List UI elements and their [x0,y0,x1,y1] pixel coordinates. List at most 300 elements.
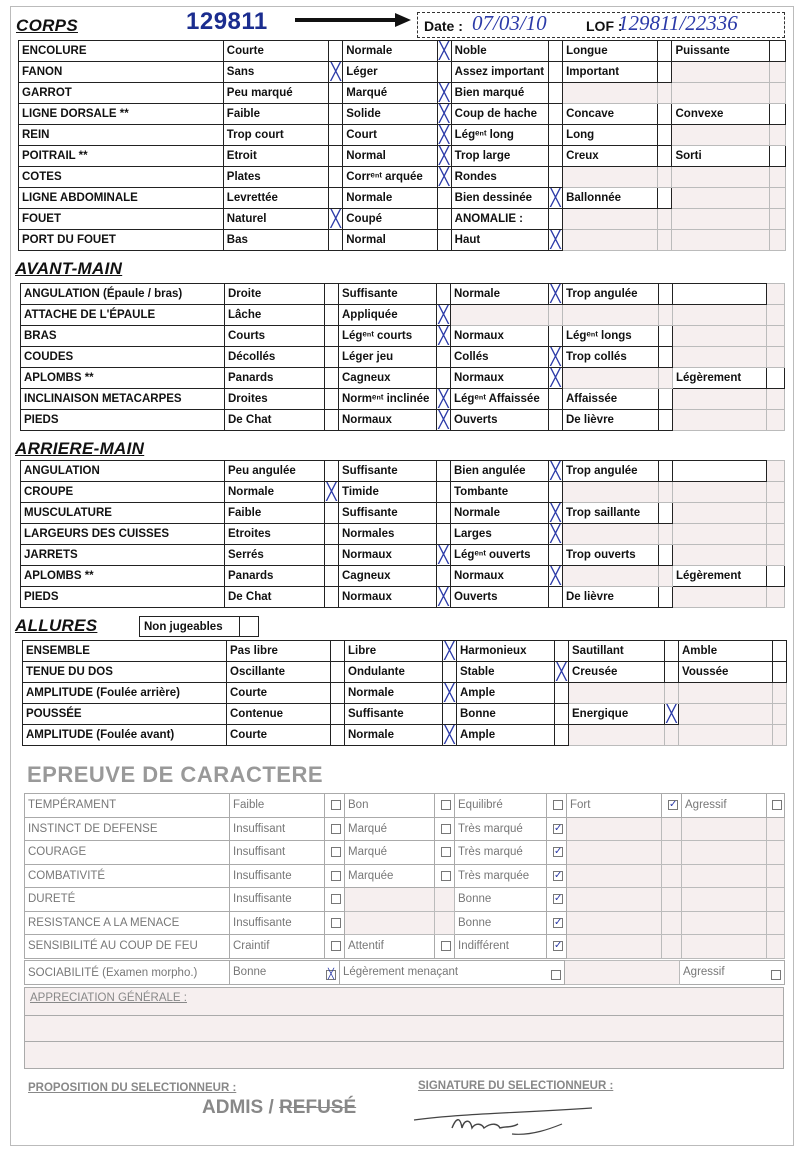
checkbox-arriere-main[interactable] [325,545,339,566]
arriere-main-option[interactable]: Trop ouverts [563,545,659,566]
allures-option[interactable]: Pas libre [227,641,331,662]
checkbox-avant-main[interactable] [767,284,785,305]
checkbox-arriere-main[interactable] [767,524,785,545]
checkbox-arriere-main[interactable] [659,524,673,545]
checkbox-caractere[interactable] [325,935,345,959]
checkbox-corps[interactable] [658,230,672,251]
allures-option[interactable]: Stable [457,662,555,683]
checkbox-arriere-main[interactable] [659,587,673,608]
non-jugeables-checkbox[interactable] [139,616,259,637]
caractere-option[interactable]: Fort [567,794,662,818]
checkbox-allures[interactable] [555,725,569,746]
checkbox-allures[interactable] [331,662,345,683]
checkbox-corps[interactable] [329,83,343,104]
checkbox-avant-main[interactable]: ╳ [438,326,449,346]
avant-main-option[interactable]: Légᵉⁿᵗ courts [339,326,437,347]
checkbox-corps[interactable]: ╳ [439,167,450,187]
corps-option[interactable]: Ballonnée [563,188,658,209]
corps-option[interactable]: Normal [343,230,437,251]
corps-option[interactable]: ANOMALIE : [451,209,548,230]
checkbox-corps[interactable] [658,41,672,62]
allures-option[interactable]: Harmonieux [457,641,555,662]
checkbox-arriere-main[interactable] [325,587,339,608]
checkbox-corps[interactable] [549,209,563,230]
avant-main-option[interactable]: Affaissée [563,389,659,410]
allures-option[interactable]: Energique [569,704,665,725]
arriere-main-option[interactable]: Serrés [225,545,325,566]
checkbox-avant-main[interactable]: ╳ [550,347,561,367]
corps-option[interactable]: Coupé [343,209,437,230]
checkbox-arriere-main[interactable] [767,461,785,482]
arriere-main-option[interactable]: De Chat [225,587,325,608]
checkbox-corps[interactable] [549,41,563,62]
checkbox-avant-main[interactable] [549,326,563,347]
checkbox-corps[interactable]: ╳ [439,41,450,61]
checkbox-avant-main[interactable]: ╳ [438,305,449,325]
checkbox-allures[interactable] [773,725,787,746]
checkbox-allures[interactable]: ╳ [444,683,455,703]
checkbox-caractere[interactable]: ✓ [547,841,567,865]
checkbox-caractere[interactable] [435,864,455,888]
avant-main-option[interactable]: Trop collés [563,347,659,368]
caractere-option[interactable]: Insuffisante [230,911,325,935]
checkbox-caractere[interactable] [325,864,345,888]
checkbox-caractere[interactable]: ✓ [547,864,567,888]
checkbox-avant-main[interactable] [549,410,563,431]
corps-option[interactable]: Rondes [451,167,548,188]
checkbox-corps[interactable]: ╳ [330,209,341,229]
checkbox-corps[interactable] [329,167,343,188]
checkbox-corps[interactable] [329,188,343,209]
checkbox-corps[interactable]: ╳ [330,62,341,82]
checkbox-corps[interactable] [658,62,672,83]
avant-main-option[interactable]: Panards [225,368,325,389]
corps-option[interactable]: Solide [343,104,437,125]
allures-option[interactable]: Suffisante [345,704,443,725]
allures-option[interactable]: Oscillante [227,662,331,683]
corps-option[interactable]: Convexe [672,104,769,125]
checkbox-caractere[interactable] [435,817,455,841]
caractere-option[interactable]: Insuffisant [230,817,325,841]
checkbox-corps[interactable] [549,83,563,104]
checkbox-allures[interactable] [665,683,679,704]
checkbox-caractere[interactable] [662,841,682,865]
signature-drawing[interactable] [412,1098,602,1142]
corps-option[interactable]: Bien dessinée [451,188,548,209]
checkbox-avant-main[interactable] [767,326,785,347]
checkbox-avant-main[interactable] [437,347,451,368]
checkbox-corps[interactable] [549,146,563,167]
avant-main-option[interactable]: Légᵉⁿᵗ Affaissée [451,389,549,410]
checkbox-arriere-main[interactable]: ╳ [550,461,561,481]
arriere-main-option[interactable]: Peu angulée [225,461,325,482]
checkbox-arriere-main[interactable]: ╳ [326,482,337,502]
corps-option[interactable]: Normale [343,188,437,209]
arriere-main-option[interactable]: Ouverts [451,587,549,608]
avant-main-option[interactable]: Léger jeu [339,347,437,368]
checkbox-caractere[interactable] [325,841,345,865]
avant-main-option[interactable]: Droite [225,284,325,305]
appreciation-box[interactable] [24,987,784,1069]
checkbox-caractere[interactable] [767,888,785,912]
checkbox-corps[interactable] [769,104,785,125]
checkbox-avant-main[interactable] [549,305,563,326]
checkbox-avant-main[interactable] [659,368,673,389]
checkbox-caractere[interactable] [767,935,785,959]
avant-main-option[interactable]: Normaux [451,368,549,389]
checkbox-avant-main[interactable] [659,305,673,326]
arriere-main-option[interactable]: Bien angulée [451,461,549,482]
checkbox-avant-main[interactable] [659,410,673,431]
checkbox-corps[interactable] [769,83,785,104]
caractere-option[interactable]: Très marquée [455,864,547,888]
checkbox-corps[interactable] [658,104,672,125]
checkbox-caractere[interactable] [767,794,785,818]
checkbox-corps[interactable] [437,188,451,209]
avant-main-option[interactable]: Droites [225,389,325,410]
avant-main-option[interactable]: Décollés [225,347,325,368]
arriere-main-option[interactable]: Légèrement [673,566,767,587]
checkbox-caractere[interactable] [435,794,455,818]
avant-main-option[interactable]: De lièvre [563,410,659,431]
checkbox-arriere-main[interactable] [549,545,563,566]
caractere-option[interactable]: Marqué [345,817,435,841]
checkbox-arriere-main[interactable] [325,461,339,482]
date-value[interactable]: 07/03/10 [472,11,547,35]
checkbox-arriere-main[interactable]: ╳ [550,566,561,586]
arriere-main-option[interactable]: Cagneux [339,566,437,587]
checkbox-caractere[interactable]: ✓ [547,935,567,959]
checkbox-corps[interactable] [769,230,785,251]
corps-option[interactable]: Bien marqué [451,83,548,104]
checkbox-corps[interactable] [329,125,343,146]
checkbox-avant-main[interactable] [767,368,785,389]
checkbox-avant-main[interactable] [325,326,339,347]
checkbox-arriere-main[interactable]: ╳ [438,587,449,607]
arriere-main-option[interactable]: Timide [339,482,437,503]
checkbox-avant-main[interactable] [659,284,673,305]
checkbox-avant-main[interactable] [325,389,339,410]
checkbox-corps[interactable]: ╳ [550,188,561,208]
checkbox-corps[interactable] [658,167,672,188]
checkbox-avant-main[interactable] [767,410,785,431]
checkbox-arriere-main[interactable] [549,587,563,608]
allures-option[interactable]: Normale [345,683,443,704]
checkbox-avant-main[interactable]: ╳ [550,284,561,304]
caractere-option[interactable]: Indifférent [455,935,547,959]
caractere-option[interactable]: Marqué [345,841,435,865]
checkbox-corps[interactable] [549,62,563,83]
corps-option[interactable]: Assez important [451,62,548,83]
corps-option[interactable]: Léger [343,62,437,83]
arriere-main-option[interactable]: Faible [225,503,325,524]
avant-main-option[interactable]: Trop angulée [563,284,659,305]
checkbox-avant-main[interactable] [767,389,785,410]
checkbox-corps[interactable]: ╳ [439,125,450,145]
arriere-main-option[interactable]: De lièvre [563,587,659,608]
checkbox-avant-main[interactable] [549,389,563,410]
caractere-option[interactable]: Agressif [682,794,767,818]
arriere-main-option[interactable]: Suffisante [339,461,437,482]
avant-main-option[interactable]: Lâche [225,305,325,326]
corps-option[interactable]: Coup de hache [451,104,548,125]
checkbox-corps[interactable] [329,104,343,125]
arriere-main-option[interactable]: Tombante [451,482,549,503]
corps-option[interactable]: Sorti [672,146,769,167]
checkbox-caractere[interactable] [435,911,455,935]
corps-option[interactable]: Noble [451,41,548,62]
checkbox-corps[interactable] [658,125,672,146]
avant-main-option[interactable]: Légèrement [673,368,767,389]
caractere-option[interactable]: Attentif [345,935,435,959]
checkbox-caractere[interactable] [662,911,682,935]
checkbox-allures[interactable] [773,704,787,725]
checkbox-corps[interactable] [769,41,785,62]
arriere-main-option[interactable]: Larges [451,524,549,545]
avant-main-option[interactable]: Cagneux [339,368,437,389]
arriere-main-option[interactable]: Normaux [339,545,437,566]
checkbox-arriere-main[interactable] [659,545,673,566]
allures-option[interactable]: Ondulante [345,662,443,683]
avant-main-option[interactable]: Courts [225,326,325,347]
caractere-option[interactable]: Insuffisant [230,841,325,865]
checkbox-avant-main[interactable] [659,389,673,410]
checkbox-arriere-main[interactable] [659,461,673,482]
corps-option[interactable]: Peu marqué [223,83,328,104]
allures-option[interactable]: Bonne [457,704,555,725]
corps-option[interactable]: Long [563,125,658,146]
allures-option[interactable]: Sautillant [569,641,665,662]
checkbox-avant-main[interactable]: ╳ [438,389,449,409]
allures-option[interactable]: Contenue [227,704,331,725]
corps-option[interactable]: Légᵉⁿᵗ long [451,125,548,146]
sociabilite-bonne[interactable]: Bonne ╳ [230,961,340,985]
allures-option[interactable]: Ample [457,683,555,704]
checkbox-caractere[interactable]: ✓ [547,817,567,841]
checkbox-corps[interactable]: ╳ [439,146,450,166]
checkbox-caractere[interactable]: ✓ [547,911,567,935]
sociabilite-menacant[interactable]: Légèrement menaçant [340,961,565,985]
corps-option[interactable]: Courte [223,41,328,62]
allures-option[interactable]: Voussée [679,662,773,683]
checkbox-allures[interactable]: ╳ [556,662,567,682]
checkbox-arriere-main[interactable] [659,482,673,503]
checkbox-corps[interactable] [329,230,343,251]
checkbox-allures[interactable]: ╳ [666,704,677,724]
checkbox-allures[interactable] [443,662,457,683]
arriere-main-option[interactable]: Normale [225,482,325,503]
avant-main-option[interactable]: Collés [451,347,549,368]
checkbox-allures[interactable] [555,704,569,725]
checkbox-corps[interactable] [769,125,785,146]
arriere-main-option[interactable]: Normaux [339,587,437,608]
arriere-main-option[interactable]: Normale [451,503,549,524]
corps-option[interactable]: Haut [451,230,548,251]
checkbox-allures[interactable]: ╳ [444,641,455,661]
corps-option[interactable]: Normale [343,41,437,62]
checkbox-caractere[interactable] [325,888,345,912]
checkbox-caractere[interactable] [325,911,345,935]
avant-main-option[interactable]: Légᵉⁿᵗ longs [563,326,659,347]
checkbox-avant-main[interactable] [325,305,339,326]
corps-option[interactable]: Marqué [343,83,437,104]
checkbox-corps[interactable] [769,167,785,188]
arriere-main-option[interactable]: Panards [225,566,325,587]
corps-option[interactable]: Bas [223,230,328,251]
checkbox-allures[interactable] [555,641,569,662]
checkbox-arriere-main[interactable] [549,482,563,503]
checkbox-arriere-main[interactable] [659,503,673,524]
caractere-option[interactable]: Insuffisante [230,888,325,912]
checkbox-caractere[interactable] [435,841,455,865]
corps-option[interactable]: Important [563,62,658,83]
arriere-main-option[interactable]: Suffisante [339,503,437,524]
checkbox-corps[interactable] [769,209,785,230]
caractere-option[interactable]: Insuffisante [230,864,325,888]
avant-main-option[interactable]: De Chat [225,410,325,431]
arriere-main-option[interactable]: Trop angulée [563,461,659,482]
allures-option[interactable]: Libre [345,641,443,662]
checkbox-caractere[interactable] [767,864,785,888]
corps-option[interactable]: Sans [223,62,328,83]
checkbox-caractere[interactable] [767,911,785,935]
checkbox-corps[interactable] [658,209,672,230]
caractere-option[interactable]: Bonne [455,888,547,912]
checkbox-caractere[interactable]: ✓ [662,794,682,818]
caractere-option[interactable]: Craintif [230,935,325,959]
corps-option[interactable]: Naturel [223,209,328,230]
arriere-main-option[interactable]: Légᵉⁿᵗ ouverts [451,545,549,566]
checkbox-corps[interactable] [658,146,672,167]
caractere-option[interactable]: Bon [345,794,435,818]
checkbox-corps[interactable] [329,146,343,167]
checkbox-caractere[interactable] [435,935,455,959]
caractere-option[interactable]: Bonne [455,911,547,935]
corps-option[interactable]: Concave [563,104,658,125]
avant-main-option[interactable]: Normᵉⁿᵗ inclinée [339,389,437,410]
checkbox-arriere-main[interactable] [767,566,785,587]
corps-option[interactable]: Plates [223,167,328,188]
corps-option[interactable]: Etroit [223,146,328,167]
checkbox-allures[interactable] [773,662,787,683]
arriere-main-option[interactable]: Etroites [225,524,325,545]
caractere-option[interactable]: Faible [230,794,325,818]
checkbox-arriere-main[interactable]: ╳ [550,524,561,544]
corps-option[interactable]: Trop large [451,146,548,167]
corps-option[interactable]: Levrettée [223,188,328,209]
checkbox-corps[interactable] [769,62,785,83]
checkbox-corps[interactable] [769,146,785,167]
checkbox-corps[interactable] [549,125,563,146]
checkbox-avant-main[interactable] [437,368,451,389]
caractere-option[interactable]: Très marqué [455,841,547,865]
checkbox-caractere[interactable] [662,817,682,841]
checkbox-arriere-main[interactable] [437,461,451,482]
checkbox-caractere[interactable] [325,794,345,818]
checkbox-caractere[interactable] [662,888,682,912]
checkbox-allures[interactable] [773,641,787,662]
arriere-main-option[interactable]: Normales [339,524,437,545]
allures-option[interactable]: Amble [679,641,773,662]
checkbox-corps[interactable] [658,188,672,209]
checkbox-caractere[interactable] [325,817,345,841]
checkbox-arriere-main[interactable] [767,503,785,524]
checkbox-corps[interactable] [658,83,672,104]
checkbox-caractere[interactable]: ✓ [547,888,567,912]
checkbox-corps[interactable]: ╳ [439,83,450,103]
checkbox-corps[interactable] [769,188,785,209]
checkbox-corps[interactable] [549,104,563,125]
checkbox-avant-main[interactable]: ╳ [438,410,449,430]
checkbox-caractere[interactable] [767,841,785,865]
corps-option[interactable]: Creux [563,146,658,167]
checkbox-allures[interactable] [443,704,457,725]
corps-option[interactable]: Puissante [672,41,769,62]
corps-option[interactable]: Trop court [223,125,328,146]
checkbox-arriere-main[interactable] [437,524,451,545]
sociabilite-agressif[interactable]: Agressif [680,961,785,985]
checkbox-avant-main[interactable] [437,284,451,305]
checkbox-allures[interactable] [555,683,569,704]
checkbox-allures[interactable] [665,641,679,662]
lof-value[interactable]: 129811/22336 [618,11,738,35]
allures-option[interactable]: Creusée [569,662,665,683]
avant-main-option[interactable]: Appliquée [339,305,437,326]
checkbox-arriere-main[interactable] [767,587,785,608]
checkbox-arriere-main[interactable] [325,503,339,524]
checkbox-avant-main[interactable] [659,347,673,368]
allures-option[interactable]: Courte [227,725,331,746]
checkbox-avant-main[interactable] [325,410,339,431]
checkbox-avant-main[interactable] [325,368,339,389]
checkbox-arriere-main[interactable] [437,503,451,524]
caractere-option[interactable]: Très marqué [455,817,547,841]
checkbox-allures[interactable] [773,683,787,704]
corps-option[interactable]: Faible [223,104,328,125]
checkbox-corps[interactable] [329,41,343,62]
checkbox-avant-main[interactable] [325,284,339,305]
checkbox-avant-main[interactable] [325,347,339,368]
checkbox-arriere-main[interactable] [659,566,673,587]
avant-main-option[interactable]: Normaux [339,410,437,431]
checkbox-corps[interactable] [437,62,451,83]
checkbox-arriere-main[interactable]: ╳ [438,545,449,565]
checkbox-avant-main[interactable] [659,326,673,347]
checkbox-avant-main[interactable] [767,347,785,368]
caractere-option[interactable]: Marquée [345,864,435,888]
arriere-main-option[interactable]: Normaux [451,566,549,587]
checkbox-arriere-main[interactable] [325,524,339,545]
corps-option[interactable]: Normal [343,146,437,167]
checkbox-caractere[interactable] [662,864,682,888]
checkbox-allures[interactable] [665,725,679,746]
checkbox-allures[interactable] [665,662,679,683]
checkbox-allures[interactable]: ╳ [444,725,455,745]
avant-main-option[interactable]: Normale [451,284,549,305]
checkbox-arriere-main[interactable] [437,482,451,503]
checkbox-allures[interactable] [331,683,345,704]
allures-option[interactable]: Courte [227,683,331,704]
avant-main-option[interactable]: Suffisante [339,284,437,305]
avant-main-option[interactable]: Ouverts [451,410,549,431]
avant-main-option[interactable]: Normaux [451,326,549,347]
arriere-main-option[interactable]: Trop saillante [563,503,659,524]
corps-option[interactable]: Longue [563,41,658,62]
checkbox-caractere[interactable] [662,935,682,959]
checkbox-allures[interactable] [331,641,345,662]
checkbox-allures[interactable] [331,725,345,746]
checkbox-arriere-main[interactable]: ╳ [550,503,561,523]
